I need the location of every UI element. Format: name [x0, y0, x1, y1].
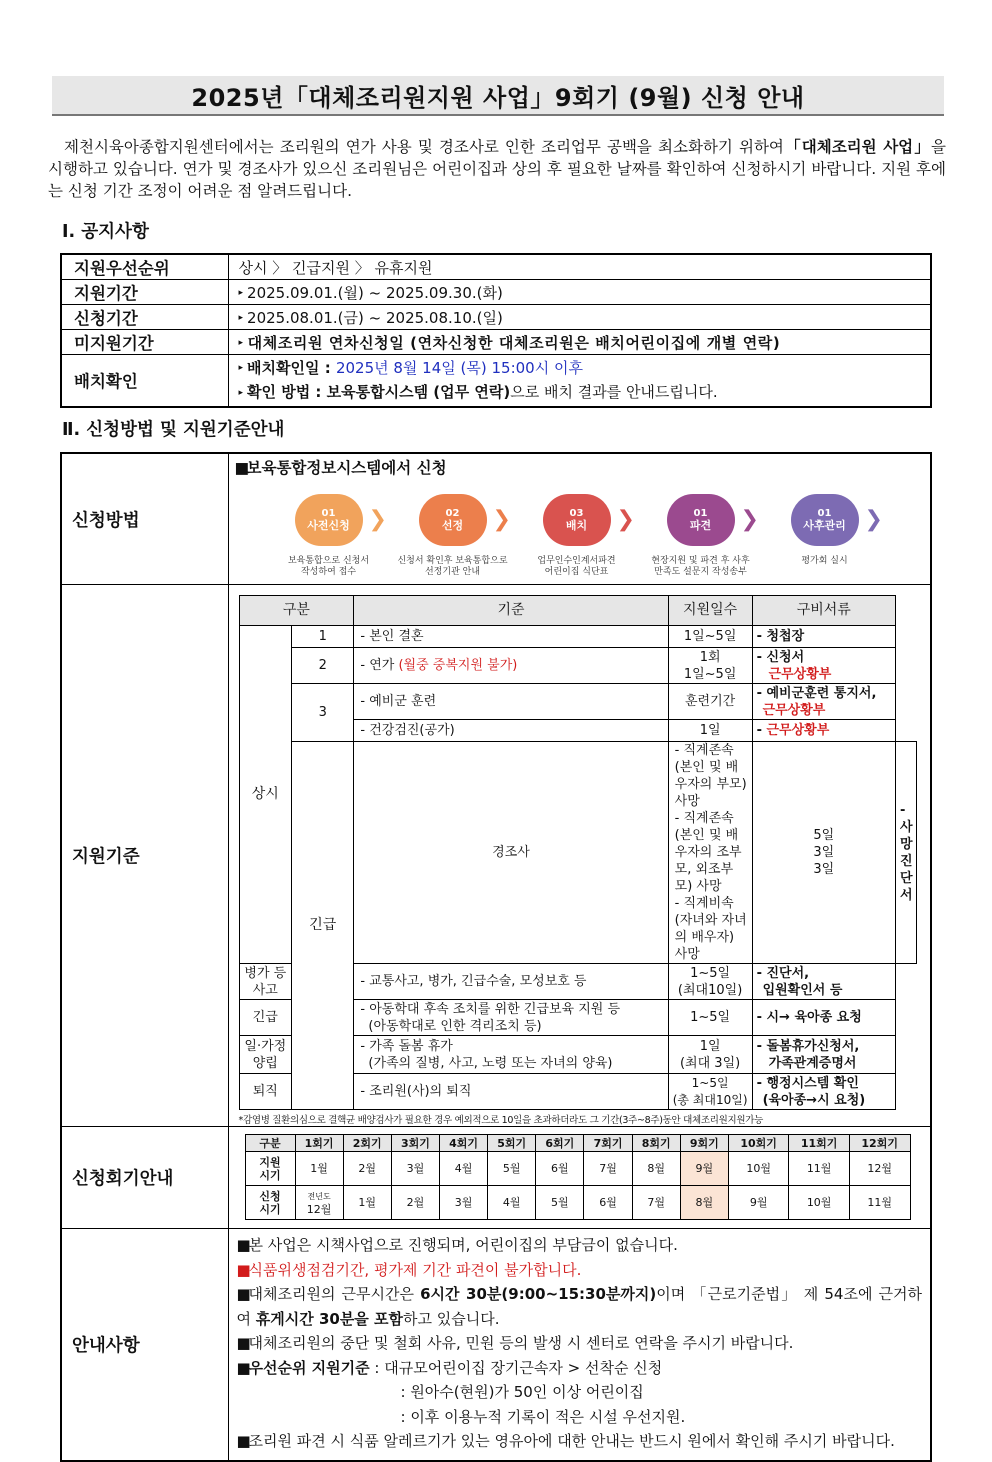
month-cell: 8월: [632, 1152, 680, 1186]
doc-line: 입원확인서 등: [762, 982, 843, 998]
month-cell: 9월: [728, 1186, 788, 1220]
criteria-row-item: [239, 648, 916, 684]
notice-row: [61, 305, 931, 330]
step-description: [269, 556, 389, 578]
criteria-text: [354, 648, 668, 684]
triangle-bullet-icon: ▸: [238, 387, 244, 398]
step-description: [393, 556, 513, 578]
main-table: [60, 452, 932, 1462]
rounds-label: [61, 1127, 228, 1229]
criteria-line: - 직계비속(자녀와 자녀의 배우자) 사망: [674, 896, 747, 962]
row-label-line: 신청: [259, 1189, 281, 1203]
method-label: [61, 453, 228, 585]
section-1-heading: Ⅰ. 공지사항: [62, 222, 149, 242]
month-cell: 5월: [536, 1186, 584, 1220]
subcategory-cell: 경조사: [354, 742, 668, 964]
subcategory-cell: 1: [292, 626, 354, 648]
document-cell: [752, 648, 895, 684]
notice-row: [61, 280, 931, 305]
criteria-row-item: [239, 742, 916, 964]
criteria-text: [354, 1000, 668, 1036]
month-cell: 7월: [632, 1186, 680, 1220]
rounds-label-text: 신청회기안내: [72, 1169, 174, 1189]
chevron-right-icon: ❯: [740, 507, 759, 532]
guide-item: [237, 1233, 923, 1258]
col-header: 구분: [239, 596, 354, 626]
criteria-header-row: [239, 596, 916, 626]
chevron-right-icon: ❯: [616, 507, 635, 532]
criteria-table: [239, 595, 917, 1110]
criteria-label-text: 지원기준: [72, 847, 140, 867]
rounds-header: 7회기: [584, 1135, 632, 1152]
notice-label: 배치확인: [61, 355, 228, 407]
subcategory-cell: 긴급: [239, 1000, 292, 1036]
month-cell: 1월: [343, 1186, 391, 1220]
rounds-header: 12회기: [849, 1135, 910, 1152]
step-number: 01: [321, 508, 336, 519]
criteria-line: - 직계존속(본인 및 배우자의 조부모, 외조부모) 사망: [674, 811, 742, 894]
month-cell: 10월: [728, 1152, 788, 1186]
subcategory-cell: 3: [292, 684, 354, 742]
criteria-text-warning: (월중 중복지원 불가): [398, 658, 518, 673]
check-method-text: 으로 배치 결과를 안내드립니다.: [510, 383, 718, 402]
rounds-header: 4회기: [439, 1135, 487, 1152]
doc-dash: -: [756, 723, 767, 738]
doc-line: - 예비군훈련 통지서,: [756, 685, 877, 701]
guide-text: 하고 있습니다.: [403, 1309, 500, 1328]
guide-text: 이며 「근로기준법」 제 54조에 근거하여: [236, 1285, 923, 1328]
step-name: 배치: [565, 519, 588, 532]
month-cell: 3월: [391, 1152, 439, 1186]
days-cell: [668, 1036, 752, 1074]
step-desc-line: 어린이집 식단표: [544, 567, 609, 577]
month-line: 12월: [306, 1202, 332, 1216]
month-cell: 1월: [295, 1152, 343, 1186]
chevron-right-icon: ❯: [492, 507, 511, 532]
document-cell: - 시→ 육아종 요청: [752, 1000, 895, 1036]
criteria-line: - 가족 돌봄 휴가: [360, 1038, 453, 1054]
notice-label: 미지원기간: [61, 330, 228, 355]
support-period-row: [245, 1152, 910, 1186]
check-method-label: 확인 방법 : 보육통합시스템 (업무 연락): [247, 383, 511, 402]
document-cell: [752, 964, 895, 1000]
criteria-row-item: [239, 626, 916, 648]
criteria-text: - 건강검진(공가): [354, 720, 668, 742]
rounds-header: 1회기: [295, 1135, 343, 1152]
rounds-table: [245, 1134, 911, 1220]
guide-item: [237, 1258, 923, 1283]
month-cell: 5월: [488, 1152, 536, 1186]
step-desc-line: 보육통합으로 신청서: [287, 556, 370, 566]
category-cell: 상시: [239, 626, 292, 964]
month-cell: 11월: [789, 1152, 849, 1186]
guide-item: : 원아수(현원)가 50인 이상 어린이집: [400, 1383, 644, 1401]
rounds-header: 3회기: [391, 1135, 439, 1152]
month-cell: 10월: [789, 1186, 849, 1220]
chevron-right-icon: ❯: [864, 507, 883, 532]
step-name: 파견: [689, 519, 712, 532]
step-number: 02: [445, 508, 460, 519]
notice-value: 상시 〉 긴급지원 〉 유휴지원: [228, 254, 931, 280]
days-line: 1회: [699, 649, 721, 665]
square-bullet-icon: ■: [236, 1236, 251, 1254]
criteria-cell: [228, 585, 931, 1127]
doc-line: 근무상황부: [762, 702, 826, 718]
document-cell: - 청첩장: [752, 626, 895, 648]
placement-date-label: 배치확인일 :: [247, 358, 336, 377]
notice-value: [228, 330, 931, 355]
square-bullet-icon: ■: [236, 1358, 251, 1377]
step-desc-line: 현장지원 및 파견 후 사후: [651, 556, 750, 566]
row-label-line: 시기: [259, 1168, 281, 1182]
criteria-text: - 조리원(사)의 퇴직: [354, 1074, 668, 1110]
month-cell: 12월: [849, 1152, 910, 1186]
triangle-bullet-icon: ▸: [238, 313, 244, 323]
guide-label-text: 안내사항: [72, 1335, 140, 1356]
month-cell: 11월: [849, 1186, 910, 1220]
guide-item: [237, 1356, 923, 1381]
criteria-line: (아동학대로 인한 격리조치 등): [368, 1018, 542, 1034]
process-step: [667, 494, 735, 546]
step-desc-line: 신청서 확인후 보육통합으로: [397, 556, 508, 566]
doc-line: 근무상황부: [766, 723, 830, 738]
guide-item: : 이후 이용누적 기록이 적은 시설 우선지원.: [400, 1407, 686, 1426]
guide-text: 본 사업은 시책사업으로 진행되며, 어린이집의 부담금이 없습니다.: [248, 1236, 678, 1254]
method-label-text: 신청방법: [72, 510, 140, 531]
days-line: 1일: [699, 1038, 721, 1054]
notice-table: [60, 253, 932, 408]
notice-row: [61, 254, 931, 280]
intro-text-2: 을 시행하고 있습니다. 연가 및 경조사가 있으신 조리원님은 어린이집과 상의 후 필요한 날짜를 확인하여 신청하시기 바랍니다. 지원 후에는 신청 기간 조정이 어려운 점 알려드립니다.: [48, 138, 946, 200]
days-line: 1~5일: [691, 1075, 729, 1090]
square-bullet-icon: ■: [236, 1285, 251, 1303]
doc-line: - 신청서: [756, 649, 805, 665]
subcategory-cell: [239, 1036, 292, 1074]
placement-date: 2025년 8월 14일 (목) 15:00시 이후: [335, 358, 583, 377]
document-cell: [752, 1074, 895, 1110]
month-line: 전년도: [307, 1191, 331, 1201]
days-cell: 1일: [668, 720, 752, 742]
month-cell: 6월: [584, 1186, 632, 1220]
row-label: [245, 1186, 295, 1220]
rounds-header: 6회기: [536, 1135, 584, 1152]
month-cell-highlighted: 8월: [680, 1186, 728, 1220]
criteria-text: - 본인 결혼: [354, 626, 668, 648]
month-cell: [295, 1186, 343, 1220]
intro-paragraph: [48, 136, 946, 202]
apply-period-row: [245, 1186, 910, 1220]
step-number: 01: [817, 508, 832, 519]
step-name: 사후관리: [803, 519, 846, 532]
rounds-header: 11회기: [789, 1135, 849, 1152]
criteria-text: [354, 1036, 668, 1074]
month-cell: 7월: [584, 1152, 632, 1186]
doc-line: - 돌봄휴가신청서,: [756, 1038, 860, 1054]
criteria-text: - 예비군 훈련: [354, 684, 668, 720]
rounds-header: 구분: [245, 1135, 295, 1152]
month-cell: 4월: [488, 1186, 536, 1220]
page-title: [52, 76, 944, 116]
criteria-text-main: - 연가: [360, 658, 399, 673]
days-line: 3일: [813, 845, 835, 860]
doc-line: - 행정시스템 확인: [756, 1075, 859, 1091]
process-steps: [235, 458, 925, 584]
row-label-line: 시기: [259, 1202, 281, 1216]
sub-line: 양립: [252, 1055, 278, 1071]
step-name: 사전신청: [307, 519, 350, 532]
triangle-bullet-icon: ▸: [238, 363, 244, 374]
guide-item: [237, 1331, 923, 1356]
triangle-bullet-icon: ▸: [238, 288, 244, 298]
doc-line: - 진단서,: [756, 965, 810, 981]
criteria-row: [61, 585, 931, 1127]
notice-label: 신청기간: [61, 305, 228, 330]
days-cell: [668, 964, 752, 1000]
subcategory-cell: 퇴직: [239, 1074, 292, 1110]
rounds-header-row: [245, 1135, 910, 1152]
guide-text: : 대규모어린이집 장기근속자 > 선착순 신청: [369, 1358, 663, 1377]
document-cell: [752, 720, 895, 742]
sub-line: 병가 등: [244, 965, 287, 981]
step-desc-line: 업무인수인계서파견: [537, 556, 616, 566]
notice-label: 지원기간: [61, 280, 228, 305]
month-cell: 6월: [536, 1152, 584, 1186]
days-line: (최대 3일): [679, 1055, 741, 1071]
step-desc-line: 평가회 실시: [801, 556, 848, 566]
document-cell: [752, 684, 895, 720]
criteria-label: [61, 585, 228, 1127]
month-cell-highlighted: 9월: [680, 1152, 728, 1186]
days-line: (총 최대10일): [672, 1092, 748, 1107]
guide-priority-label: 우선순위 지원기준: [248, 1358, 370, 1377]
rounds-header: 8회기: [632, 1135, 680, 1152]
criteria-text: - 교통사고, 병가, 긴급수술, 모성보호 등: [354, 964, 668, 1000]
guide-row: [61, 1229, 931, 1461]
criteria-row-item: [239, 684, 916, 720]
rounds-header: 9회기: [680, 1135, 728, 1152]
days-line: 3일: [813, 862, 835, 877]
criteria-footnote: *감염병 질환의심으로 결핵균 배양검사가 필요한 경우 예외적으로 10일을 초과하더라도 그 기간(3주~8주)동안 대체조리원지원가능: [238, 1115, 764, 1126]
notice-row: [61, 355, 931, 407]
rounds-header: 10회기: [728, 1135, 788, 1152]
section-2-heading: Ⅱ. 신청방법 및 지원기준안내: [62, 420, 285, 440]
process-step: [791, 494, 859, 546]
days-line: 1일~5일: [683, 666, 737, 682]
square-bullet-icon: ■: [236, 1334, 251, 1352]
step-description: [517, 556, 637, 578]
col-header: 기준: [354, 596, 668, 626]
guide-cell: [228, 1229, 931, 1461]
notice-value: [228, 280, 931, 305]
method-cell: [228, 453, 931, 585]
days-cell: [668, 648, 752, 684]
step-desc-line: 만족도 설문지 작성송부: [654, 567, 747, 577]
notice-value-text: 2025.09.01.(월) ~ 2025.09.30.(화): [247, 283, 503, 302]
guide-text: 조리원 파견 시 식품 알레르기가 있는 영유아에 대한 안내는 반드시 원에서 확인해 주시기 바랍니다.: [248, 1432, 895, 1450]
month-cell: 2월: [343, 1152, 391, 1186]
document-cell: - 사망진단서: [895, 742, 916, 964]
step-name: 선정: [441, 519, 464, 532]
step-number: 01: [693, 508, 708, 519]
notice-value-text: 대체조리원 연차신청일 (연차신청한 대체조리원은 배치어린이집에 개별 연락): [247, 333, 781, 352]
process-step: [295, 494, 363, 546]
notice-row: [61, 330, 931, 355]
triangle-bullet-icon: ▸: [238, 338, 244, 348]
step-description: [641, 556, 761, 578]
intro-text-1: 제천시육아종합지원센터에서는 조리원의 연가 사용 및 경조사로 인한 조리업무 공백을 최소화하기 위하여: [64, 138, 784, 156]
guide-text: 대체조리원의 중단 및 철회 사유, 민원 등의 발생 시 센터로 연락을 주시기 바랍니다.: [248, 1334, 794, 1352]
process-step: [543, 494, 611, 546]
month-cell: 4월: [439, 1152, 487, 1186]
subcategory-cell: [239, 964, 292, 1000]
days-line: 5일: [813, 828, 835, 843]
sub-line: 일·가정: [244, 1038, 287, 1054]
doc-line: 가족관계증명서: [768, 1055, 857, 1071]
days-cell: 훈련기간: [668, 684, 752, 720]
sub-line: 사고: [252, 982, 278, 998]
days-cell: 1일~5일: [668, 626, 752, 648]
criteria-text: [668, 742, 752, 964]
row-label: [245, 1152, 295, 1186]
notice-value: [228, 355, 931, 407]
step-desc-line: 작성하여 접수: [300, 567, 357, 577]
criteria-line: (가족의 질병, 사고, 노령 또는 자녀의 양육): [368, 1055, 613, 1071]
criteria-line: - 아동학대 후속 조치를 위한 긴급보육 지원 등: [360, 1001, 621, 1017]
guide-text: 식품위생점검기간, 평가제 기간 파견이 불가합니다.: [248, 1260, 582, 1279]
days-line: (최대10일): [677, 982, 743, 998]
guide-break-time: 휴게시간 30분을 포함: [255, 1309, 404, 1328]
guide-item: [237, 1429, 923, 1454]
col-header: 구비서류: [752, 596, 895, 626]
guide-text: 대체조리원의 근무시간은: [248, 1285, 421, 1303]
doc-line: (육아종→시 요청): [762, 1092, 866, 1108]
col-header: 지원일수: [668, 596, 752, 626]
step-number: 03: [569, 508, 584, 519]
notice-value-text: 2025.08.01.(금) ~ 2025.08.10.(일): [247, 308, 503, 327]
square-bullet-icon: ■: [236, 1432, 251, 1450]
rounds-header: 5회기: [488, 1135, 536, 1152]
square-bullet-icon: ■: [236, 1260, 251, 1279]
subcategory-cell: 2: [292, 648, 354, 684]
method-row: [61, 453, 931, 585]
days-cell: [668, 1074, 752, 1110]
month-cell: 3월: [439, 1186, 487, 1220]
rounds-cell: [228, 1127, 931, 1229]
row-label-line: 지원: [259, 1155, 281, 1169]
days-cell: 1~5일: [668, 1000, 752, 1036]
rounds-row: [61, 1127, 931, 1229]
guide-item: [237, 1282, 923, 1331]
notice-label: 지원우선순위: [61, 254, 228, 280]
criteria-line: - 직계존속(본인 및 배우자의 부모) 사망: [674, 743, 747, 809]
days-line: 1~5일: [690, 965, 731, 981]
doc-line: 근무상황부: [768, 666, 832, 682]
guide-label: [61, 1229, 228, 1461]
step-desc-line: 선정기관 안내: [424, 567, 481, 577]
square-bullet-icon: ■: [234, 459, 250, 477]
method-heading-text: 보육통합정보시스템에서 신청: [246, 459, 447, 477]
days-cell: [752, 742, 895, 964]
step-description: [765, 556, 885, 567]
intro-program-name: 「대체조리원 사업」: [783, 138, 931, 156]
page-title-text: 2025년「대체조리원지원 사업」9회기 (9월) 신청 안내: [191, 83, 805, 112]
process-step: [419, 494, 487, 546]
guide-work-hours: 6시간 30분(9:00~15:30분까지): [420, 1285, 657, 1303]
document-cell: [752, 1036, 895, 1074]
category-cell: 긴급: [292, 742, 354, 1110]
rounds-header: 2회기: [343, 1135, 391, 1152]
chevron-right-icon: ❯: [368, 507, 387, 532]
month-cell: 2월: [391, 1186, 439, 1220]
notice-value: [228, 305, 931, 330]
